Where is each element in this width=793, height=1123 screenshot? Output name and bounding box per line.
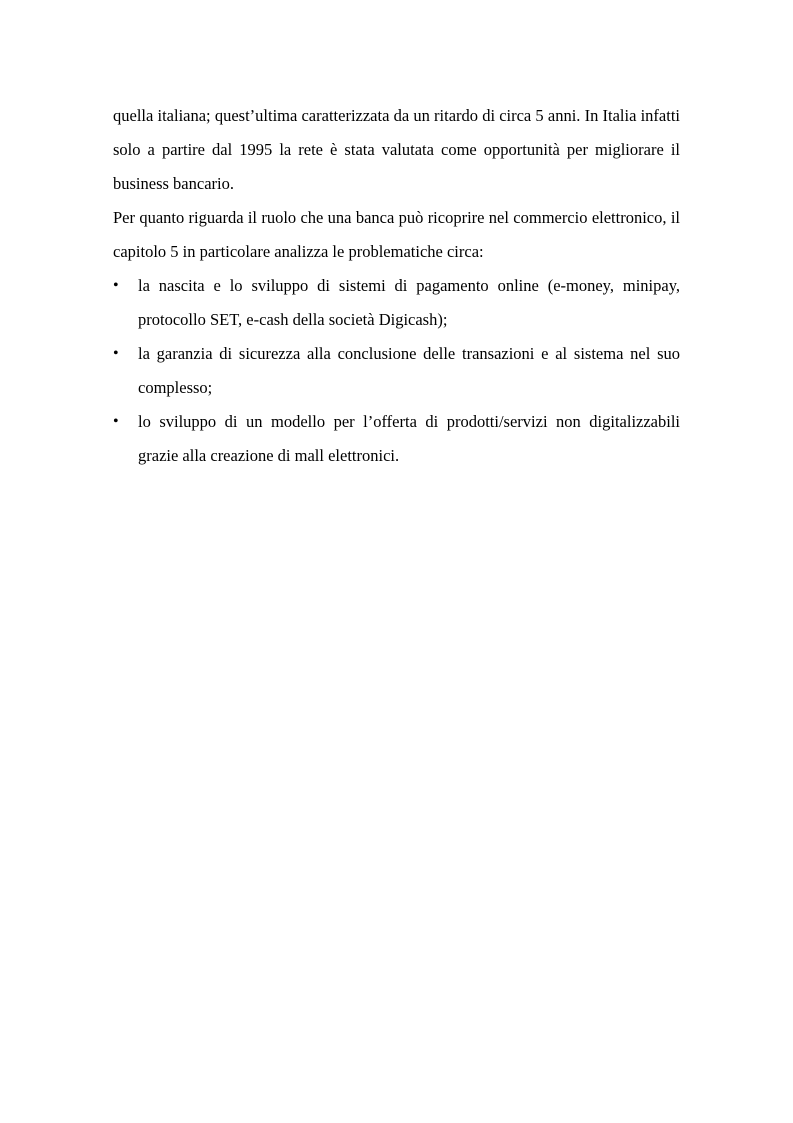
list-item xyxy=(113,337,680,405)
bullet-icon: • xyxy=(113,277,119,294)
list-item xyxy=(113,405,680,473)
list-item-text: lo sviluppo di un modello per l’offerta di prodotti/servizi non digitalizzabili grazie alla creazione di mall elettronici. xyxy=(138,412,680,465)
list-item-text: la nascita e lo sviluppo di sistemi di pagamento online (e-money, minipay, protocollo SET, e-cash della società Digicash); xyxy=(138,276,680,329)
paragraph: quella italiana; quest’ultima caratterizzata da un ritardo di circa 5 anni. In Italia infatti solo a partire dal 1995 la rete è stata valutata come opportunità per migliorare il business bancario. xyxy=(113,106,680,193)
bullet-icon: • xyxy=(113,413,119,430)
bullet-icon: • xyxy=(113,345,119,362)
list-item-text: la garanzia di sicurezza alla conclusione delle transazioni e al sistema nel suo complesso; xyxy=(138,344,680,397)
body-text xyxy=(113,99,680,473)
list-item xyxy=(113,269,680,337)
paragraph: Per quanto riguarda il ruolo che una banca può ricoprire nel commercio elettronico, il capitolo 5 in particolare analizza le problematiche circa: xyxy=(113,208,680,261)
bullet-list xyxy=(113,269,680,473)
